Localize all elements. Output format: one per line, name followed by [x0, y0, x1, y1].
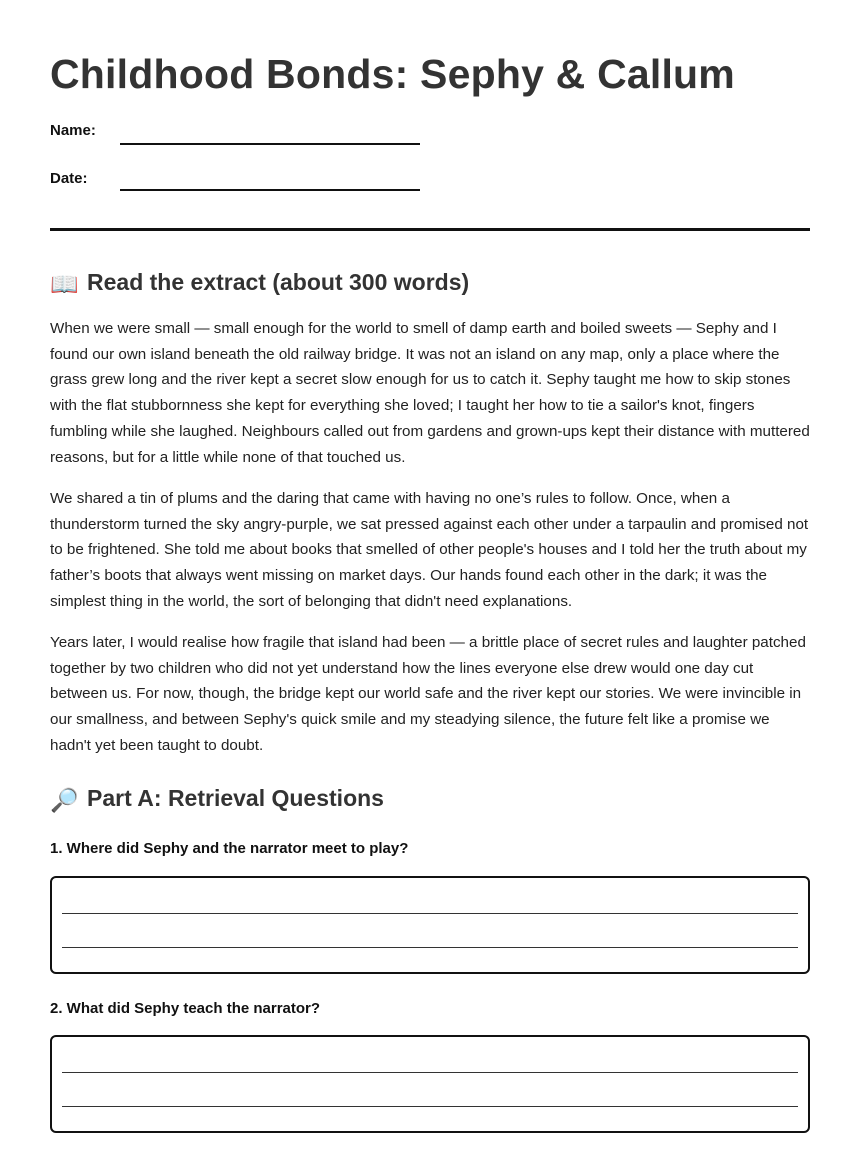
part-a-heading-text: Part A: Retrieval Questions: [87, 785, 384, 811]
date-field[interactable]: [120, 189, 420, 191]
open-book-icon: 📖: [50, 271, 79, 297]
question-2: 2. What did Sephy teach the narrator?: [50, 1000, 321, 1017]
answer-line: [62, 1106, 798, 1107]
extract-paragraph-3: Years later, I would realise how fragile that island had been — a brittle place of secret rules and laughter patched together by two children who did not yet understand how the lines everyone else drew would one day cut between us. For now, though, the bridge kept our world safe and the river kept our stories. We were invincible in our smallness, and between Sephy's quick smile and my steadying silence, the future felt like a promise we hadn't yet been taught to doubt.: [50, 634, 806, 754]
answer-line: [62, 913, 798, 914]
part-a-heading: [50, 783, 384, 815]
question-1: 1. Where did Sephy and the narrator meet to play?: [50, 840, 409, 857]
date-label: Date:: [50, 170, 88, 187]
reading-heading-text: Read the extract (about 300 words): [87, 269, 470, 295]
reading-heading: [50, 267, 469, 299]
header-divider: [50, 228, 810, 231]
answer-line: [62, 947, 798, 948]
answer-line: [62, 1072, 798, 1073]
page-title: Childhood Bonds: Sephy & Callum: [50, 51, 735, 97]
extract-paragraph-2: We shared a tin of plums and the daring that came with having no one’s rules to follow. Once, when a thunderstorm turned the sky angry-purple, we sat pressed against each other under a tarpaulin and promised not to be frightened. She told me about books that smelled of other people's houses and I told her the truth about my father’s boots that always went missing on market days. Our hands found each other in the dark; it was the simplest thing in the world, the sort of belonging that didn't need explanations.: [50, 490, 809, 610]
magnifying-glass-icon: 🔎: [50, 787, 79, 813]
answer-box-2[interactable]: [50, 1035, 810, 1133]
name-field[interactable]: [120, 143, 420, 145]
extract-paragraph-1: When we were small — small enough for the world to smell of damp earth and boiled sweets — Sephy and I found our own island beneath the old railway bridge. It was not an island on any map, only a place where the grass grew long and the river kept a secret slow enough for us to catch it. Sephy taught me how to skip stones with the flat stubbornness she kept for everything she loved; I taught her how to tie a sailor's knot, fingers fumbling while she laughed. Neighbours called out from gardens and grown-ups kept their distance with muttered reasons, but for a little while none of that touched us.: [50, 320, 810, 466]
name-label: Name:: [50, 122, 96, 139]
answer-box-1[interactable]: [50, 876, 810, 974]
